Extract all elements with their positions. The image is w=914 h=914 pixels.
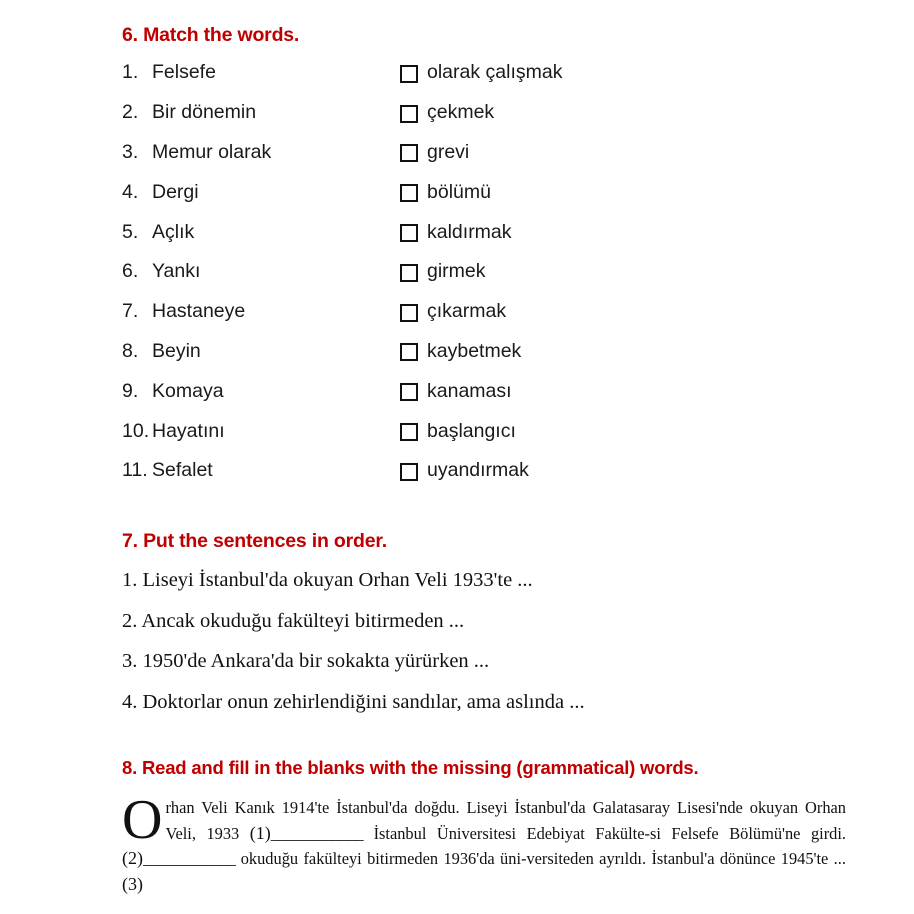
- match-right-word: çekmek: [427, 101, 495, 124]
- match-right-word: kaybetmek: [427, 339, 522, 362]
- reading-paragraph: [122, 789, 846, 897]
- match-left-word: Açlık: [152, 220, 195, 243]
- paragraph-text-segment-3: okuduğu fakülteyi bitirmeden 1936'da üni-: [235, 849, 527, 868]
- match-row: [122, 292, 862, 332]
- match-checkbox[interactable]: [400, 184, 418, 202]
- match-item-number: 10.: [122, 419, 150, 442]
- match-right-cell: [400, 61, 562, 84]
- match-checkbox[interactable]: [400, 463, 418, 481]
- match-left-cell: [122, 300, 400, 323]
- match-left-cell: [122, 380, 400, 403]
- match-item-number: 5.: [122, 220, 139, 243]
- match-item-number: 8.: [122, 339, 139, 362]
- match-checkbox[interactable]: [400, 304, 418, 322]
- match-left-word: Beyin: [152, 339, 201, 362]
- match-item-number: 2.: [122, 101, 139, 124]
- exercise-7-sentence-order: [122, 530, 862, 722]
- match-row: [122, 411, 862, 451]
- sentence-order-list: [122, 560, 862, 722]
- match-right-word: girmek: [427, 260, 486, 283]
- match-left-word: Dergi: [152, 180, 199, 203]
- match-right-word: uyandırmak: [427, 459, 529, 482]
- match-left-word: Felsefe: [152, 61, 216, 84]
- match-row: [122, 252, 862, 292]
- paragraph-text-segment-4: versiteden ayrıldı. İstanbul'a dönünce 1945'te ...: [526, 849, 846, 868]
- match-right-cell: [400, 221, 512, 244]
- exercise-6-match-the-words: [122, 24, 862, 491]
- match-row: [122, 172, 862, 212]
- match-right-cell: [400, 420, 516, 443]
- match-right-cell: [400, 300, 506, 323]
- match-right-word: kanaması: [427, 379, 512, 402]
- match-right-cell: [400, 380, 512, 403]
- match-left-word: Memur olarak: [152, 140, 272, 163]
- fill-blank-1[interactable]: ____________: [270, 823, 364, 843]
- match-right-word: grevi: [427, 140, 470, 163]
- match-row: [122, 53, 862, 93]
- match-right-cell: [400, 141, 469, 164]
- blank-label-3: (3): [122, 873, 143, 894]
- exercise-8-fill-in-the-blanks: [122, 757, 846, 897]
- match-left-word: Hastaneye: [152, 300, 246, 323]
- order-list-item: 1. Liseyi İstanbul'da okuyan Orhan Veli 1933'te ...: [122, 569, 533, 591]
- match-left-cell: [122, 260, 400, 283]
- match-left-cell: [122, 141, 400, 164]
- exercise-8-heading: 8. Read and fill in the blanks with the missing (grammatical) words.: [122, 757, 699, 778]
- match-right-word: bölümü: [427, 180, 491, 203]
- match-left-word: Hayatını: [152, 419, 225, 442]
- match-left-word: Bir dönemin: [152, 101, 257, 124]
- match-checkbox[interactable]: [400, 224, 418, 242]
- match-checkbox[interactable]: [400, 264, 418, 282]
- order-list-item: 2. Ancak okuduğu fakülteyi bitirmeden ...: [122, 609, 465, 632]
- match-item-number: 9.: [122, 379, 139, 402]
- match-checkbox[interactable]: [400, 423, 418, 441]
- exercise-6-heading: 6. Match the words.: [122, 24, 300, 46]
- match-left-cell: [122, 459, 400, 482]
- paragraph-text-segment-2: İstanbul Üniversitesi Edebiyat Fakülte-si Felsefe Bölümü'ne girdi.: [363, 823, 846, 843]
- match-right-cell: [400, 260, 486, 283]
- drop-cap-letter: O: [122, 789, 163, 851]
- match-item-number: 3.: [122, 140, 139, 163]
- match-left-cell: [122, 340, 400, 363]
- match-row: [122, 371, 862, 411]
- match-left-word: Sefalet: [152, 459, 213, 482]
- match-row: [122, 451, 862, 491]
- order-list-item: 3. 1950'de Ankara'da bir sokakta yürürken ...: [122, 650, 490, 672]
- match-right-word: kaldırmak: [427, 220, 512, 243]
- match-word-rows: [122, 53, 862, 491]
- match-checkbox[interactable]: [400, 65, 418, 83]
- match-item-number: 11.: [122, 459, 148, 482]
- match-item-number: 1.: [122, 61, 139, 84]
- match-checkbox[interactable]: [400, 383, 418, 401]
- blank-label-2: (2): [122, 848, 143, 868]
- match-item-number: 6.: [122, 260, 139, 283]
- paragraph-text-segment-1: rhan Veli Kanık 1914'te İstanbul'da doğdu. Liseyi İstanbul'da Galatasaray Lisesi'nde okuyan Orhan Veli, 1933: [165, 798, 846, 843]
- match-right-cell: [400, 459, 529, 482]
- match-left-cell: [122, 420, 400, 443]
- exercise-7-heading: 7. Put the sentences in order.: [122, 530, 387, 552]
- match-right-word: başlangıcı: [427, 419, 516, 442]
- match-left-word: Yankı: [152, 260, 201, 283]
- match-right-cell: [400, 181, 491, 204]
- match-item-number: 7.: [122, 300, 139, 323]
- fill-blank-2[interactable]: ____________: [143, 849, 236, 868]
- blank-label-1: (1): [249, 822, 271, 843]
- match-left-cell: [122, 181, 400, 204]
- match-right-word: olarak çalışmak: [427, 61, 563, 84]
- match-left-cell: [122, 221, 400, 244]
- match-right-cell: [400, 101, 494, 124]
- match-right-word: çıkarmak: [427, 300, 507, 323]
- match-item-number: 4.: [122, 180, 139, 203]
- match-left-cell: [122, 61, 400, 84]
- match-right-cell: [400, 340, 521, 363]
- match-checkbox[interactable]: [400, 343, 418, 361]
- match-row: [122, 133, 862, 173]
- match-row: [122, 212, 862, 252]
- match-checkbox[interactable]: [400, 144, 418, 162]
- order-list-item: 4. Doktorlar onun zehirlendiğini sandılar, ama aslında ...: [122, 690, 585, 713]
- match-left-word: Komaya: [152, 379, 224, 402]
- match-checkbox[interactable]: [400, 105, 418, 123]
- match-row: [122, 332, 862, 372]
- match-left-cell: [122, 101, 400, 124]
- match-row: [122, 93, 862, 133]
